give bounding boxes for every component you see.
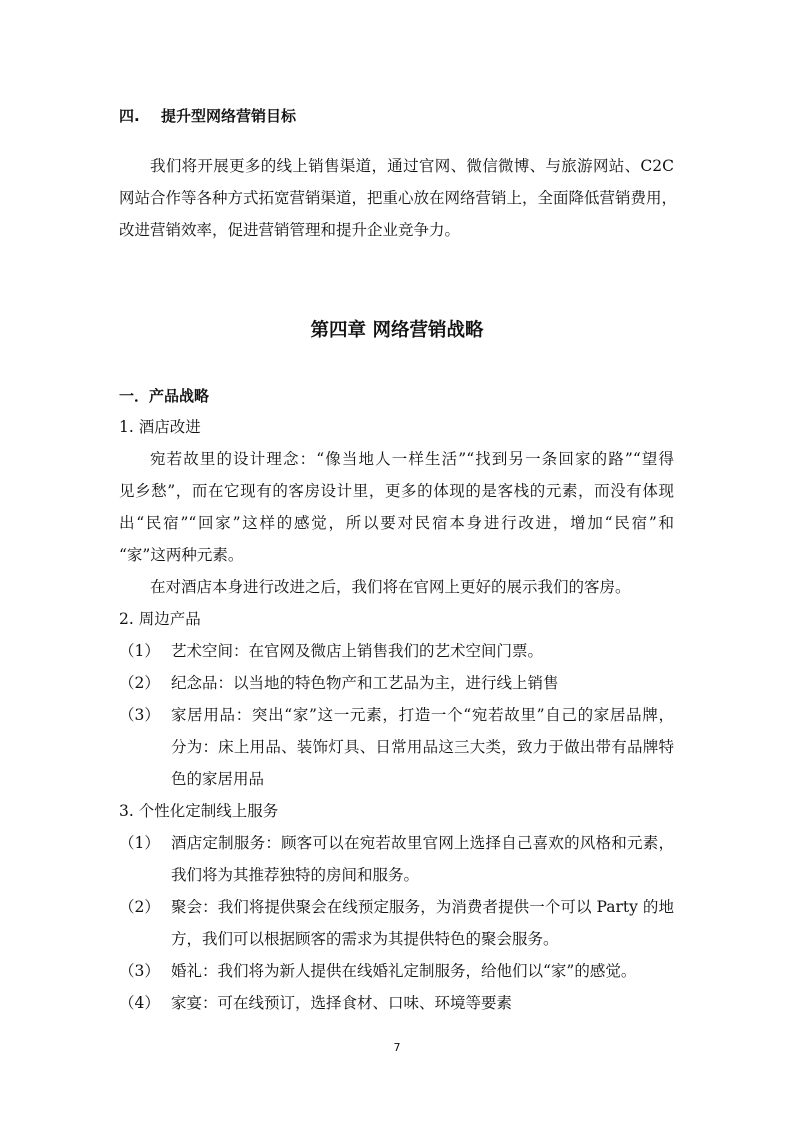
section-4-title: 提升型网络营销目标 <box>161 107 297 125</box>
list-item-text: 分为：床上用品、装饰灯具、日常用品这三大类，致力于做出带有品牌特 <box>171 738 674 756</box>
product-strategy-heading: 一．产品战略 <box>119 387 210 405</box>
subsection-2-title: 2. 周边产品 <box>119 610 201 628</box>
list-item-text: 色的家居用品 <box>171 770 265 788</box>
list-item-number: （3） <box>119 706 160 724</box>
page-number: 7 <box>393 1041 401 1054</box>
list-item-text: 纪念品：以当地的特色物产和工艺品为主，进行线上销售 <box>171 674 559 692</box>
subsection-1-para2: 在对酒店本身进行改进之后，我们将在官网上更好的展示我们的客房。 <box>150 578 631 596</box>
subsection-1-para-line: 宛若故里的设计理念：“像当地人一样生活”“找到另一条回家的路”“望得 <box>150 450 674 468</box>
list-item-number: （2） <box>119 898 160 916</box>
chapter-title: 第四章 网络营销战略 <box>310 320 484 341</box>
subsection-1-para-line: 见乡愁”，而在它现有的客房设计里，更多的体现的是客栈的元素，而没有体现 <box>119 482 674 500</box>
list-item-number: （2） <box>119 674 160 692</box>
list-item-text: 艺术空间：在官网及微店上销售我们的艺术空间门票。 <box>171 642 544 660</box>
section-4-para-line: 改进营销效率，促进营销管理和提升企业竞争力。 <box>119 221 461 239</box>
list-item-text: 家居用品：突出“家”这一元素，打造一个“宛若故里”自己的家居品牌， <box>171 706 674 724</box>
section-4-number: 四. <box>119 107 140 125</box>
list-item-number: （4） <box>119 994 160 1012</box>
subsection-1-title: 1. 酒店改进 <box>119 418 201 436</box>
subsection-3-title: 3. 个性化定制线上服务 <box>119 802 279 820</box>
subsection-1-para-line: 出“民宿”“回家”这样的感觉，所以要对民宿本身进行改进，增加“民宿”和 <box>119 514 674 532</box>
list-item-text: 方，我们可以根据顾客的需求为其提供特色的聚会服务。 <box>171 930 559 948</box>
section-4-para-line: 网站合作等各种方式拓宽营销渠道，把重心放在网络营销上，全面降低营销费用， <box>119 189 678 207</box>
list-item-number: （1） <box>119 642 160 660</box>
list-item-number: （1） <box>119 834 160 852</box>
section-4-heading <box>119 106 296 126</box>
list-item-text: 聚会：我们将提供聚会在线预定服务，为消费者提供一个可以 Party 的地 <box>171 898 674 916</box>
list-item-text: 婚礼：我们将为新人提供在线婚礼定制服务，给他们以“家”的感觉。 <box>171 962 637 980</box>
list-item-text: 我们将为其推荐独特的房间和服务。 <box>171 866 420 884</box>
subsection-1-para-line: “家”这两种元素。 <box>119 546 244 564</box>
list-item-number: （3） <box>119 962 160 980</box>
section-4-para-line: 我们将开展更多的线上销售渠道，通过官网、微信微博、与旅游网站、C2C <box>150 157 674 175</box>
list-item-text: 酒店定制服务：顾客可以在宛若故里官网上选择自己喜欢的风格和元素， <box>171 834 674 852</box>
list-item-text: 家宴：可在线预订，选择食材、口味、环境等要素 <box>171 994 513 1012</box>
